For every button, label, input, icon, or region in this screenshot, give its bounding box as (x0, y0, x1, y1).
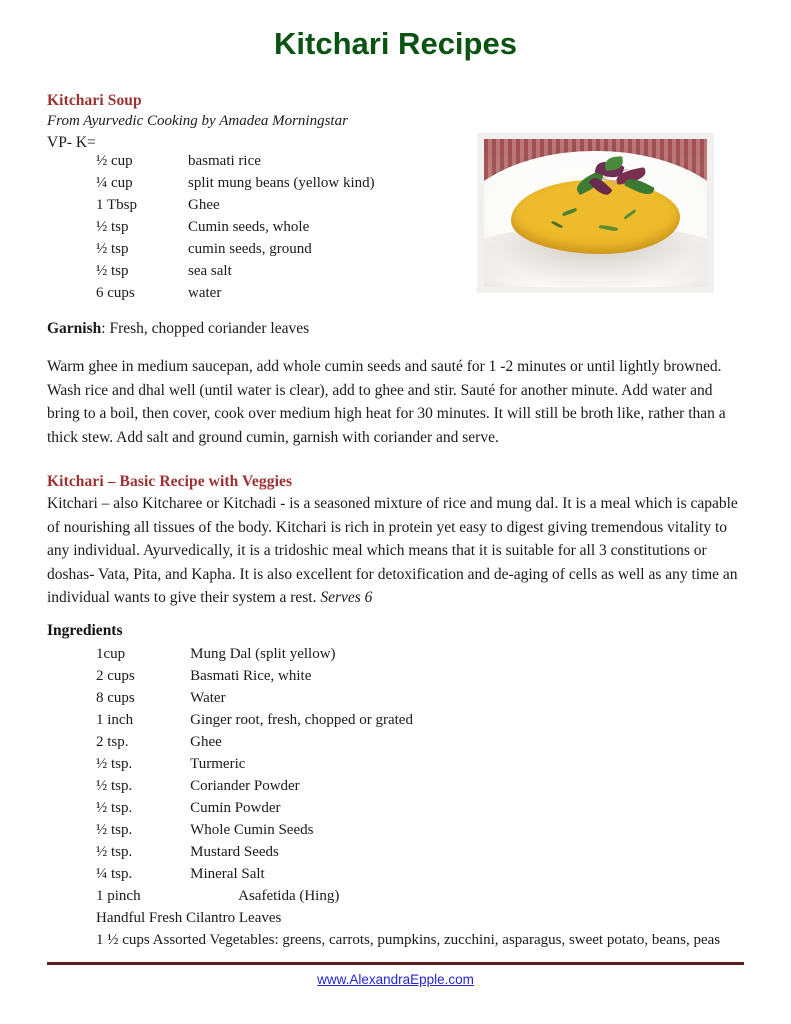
herb-piece (551, 221, 563, 229)
ingredient-name: basmati rice (188, 153, 261, 169)
ingredient-quantity: 2 cups (96, 668, 135, 684)
herb-piece (561, 208, 577, 216)
ingredient-name: water (188, 285, 222, 301)
recipe-heading-kitchari-basic: Kitchari – Basic Recipe with Veggies (47, 473, 293, 490)
garnish-line (47, 320, 309, 338)
ingredient-quantity: 1cup (96, 646, 126, 662)
herb-piece (623, 209, 636, 219)
ingredient-name: Asafetida (Hing) (238, 888, 340, 904)
page-title: Kitchari Recipes (274, 26, 517, 61)
ingredient-quantity: 1 pinch (96, 888, 141, 904)
ingredient-quantity: ¼ tsp. (96, 866, 133, 882)
ingredient-quantity: ¼ cup (96, 175, 133, 191)
ingredient-name: cumin seeds, ground (188, 241, 312, 257)
ingredient-full-line: Handful Fresh Cilantro Leaves (96, 910, 282, 926)
ingredient-row (96, 929, 720, 951)
ingredient-name: Whole Cumin Seeds (190, 822, 314, 838)
ingredient-name: split mung beans (yellow kind) (188, 175, 375, 191)
footer-divider (47, 962, 744, 965)
ingredient-quantity: 6 cups (96, 285, 135, 301)
kitchari-photo (477, 133, 714, 293)
ingredient-name: Basmati Rice, white (190, 668, 312, 684)
ingredient-quantity: ½ cup (96, 153, 133, 169)
ingredient-quantity: ½ tsp (96, 219, 129, 235)
kitchari-photo-image (484, 139, 707, 287)
ingredient-quantity: ½ tsp (96, 263, 129, 279)
recipe-heading-kitchari-soup: Kitchari Soup (47, 92, 142, 109)
ingredient-name: Mineral Salt (190, 866, 265, 882)
ingredient-quantity: 2 tsp. (96, 734, 129, 750)
ingredient-row (96, 841, 720, 863)
recipe-byline: From Ayurvedic Cooking by Amadea Morningstar (47, 113, 348, 129)
ingredient-name: Ginger root, fresh, chopped or grated (190, 712, 413, 728)
ingredient-row (96, 709, 720, 731)
ingredient-quantity: ½ tsp. (96, 756, 133, 772)
ingredient-name: Ghee (188, 197, 220, 213)
ingredient-full-line: 1 ½ cups Assorted Vegetables: greens, carrots, pumpkins, zucchini, asparagus, sweet potato, beans, peas (96, 932, 721, 948)
ingredient-name: sea salt (188, 263, 232, 279)
dosha-line: VP- K= (47, 134, 96, 151)
garnish-label: Garnish (47, 320, 102, 337)
ingredient-quantity: 1 Tbsp (96, 197, 137, 213)
ingredient-quantity: ½ tsp. (96, 800, 133, 816)
ingredient-quantity: ½ tsp. (96, 778, 133, 794)
ingredient-name: Mung Dal (split yellow) (190, 646, 336, 662)
soup-instructions: Warm ghee in medium saucepan, add whole cumin seeds and sauté for 1 -2 minutes or until lightly browned. Wash rice and dhal well (until water is clear), add to ghee and stir. Sauté for another minute. Add water and bring to a boil, then cover, cook over medium high heat for 30 minutes. It will still be broth like, rather than a thick stew. Add salt and ground cumin, garnish with coriander and serve. (47, 358, 726, 446)
ingredient-table-basic (96, 643, 720, 951)
ingredient-row (96, 643, 720, 665)
ingredient-name: Ghee (190, 734, 222, 750)
ingredient-row (96, 907, 720, 929)
microgreen-garnish (573, 157, 662, 207)
recipe-description (47, 492, 744, 610)
ingredient-quantity: 8 cups (96, 690, 135, 706)
ingredient-row (96, 665, 720, 687)
ingredient-name: Turmeric (190, 756, 246, 772)
ingredient-row (96, 819, 720, 841)
ingredient-row (96, 797, 720, 819)
ingredient-quantity: ½ tsp (96, 241, 129, 257)
ingredient-row (96, 753, 720, 775)
herb-piece (599, 224, 618, 231)
ingredient-name: Mustard Seeds (190, 844, 279, 860)
ingredient-row (96, 687, 720, 709)
ingredient-quantity: ½ tsp. (96, 844, 133, 860)
ingredient-quantity: 1 inch (96, 712, 134, 728)
recipe-description-text: Kitchari – also Kitcharee or Kitchadi - is a seasoned mixture of rice and mung dal. It is a meal which is capable of nourishing all tissues of the body. Kitchari is rich in protein yet easy to digest giving tremendous vitality to any individual. Ayurvedically, it is a tridoshic meal which means that it is suitable for all 3 constitutions or doshas- Vata, Pita, and Kapha. It is also excellent for detoxification and de-aging of cells as well as any time an individual wants to give their system a rest. (47, 495, 738, 606)
ingredient-name: Water (190, 690, 226, 706)
serves-note: Serves 6 (320, 589, 373, 606)
ingredient-row (96, 775, 720, 797)
ingredient-name: Cumin seeds, whole (188, 219, 310, 235)
ingredients-label: Ingredients (47, 622, 123, 639)
ingredient-row (96, 863, 720, 885)
footer-website-link[interactable]: www.AlexandraEpple.com (317, 972, 474, 987)
ingredient-name: Coriander Powder (190, 778, 300, 794)
garnish-text: : Fresh, chopped coriander leaves (101, 320, 310, 337)
ingredient-name: Cumin Powder (190, 800, 281, 816)
ingredient-row (96, 731, 720, 753)
ingredient-quantity: ½ tsp. (96, 822, 133, 838)
ingredient-row (96, 885, 720, 907)
